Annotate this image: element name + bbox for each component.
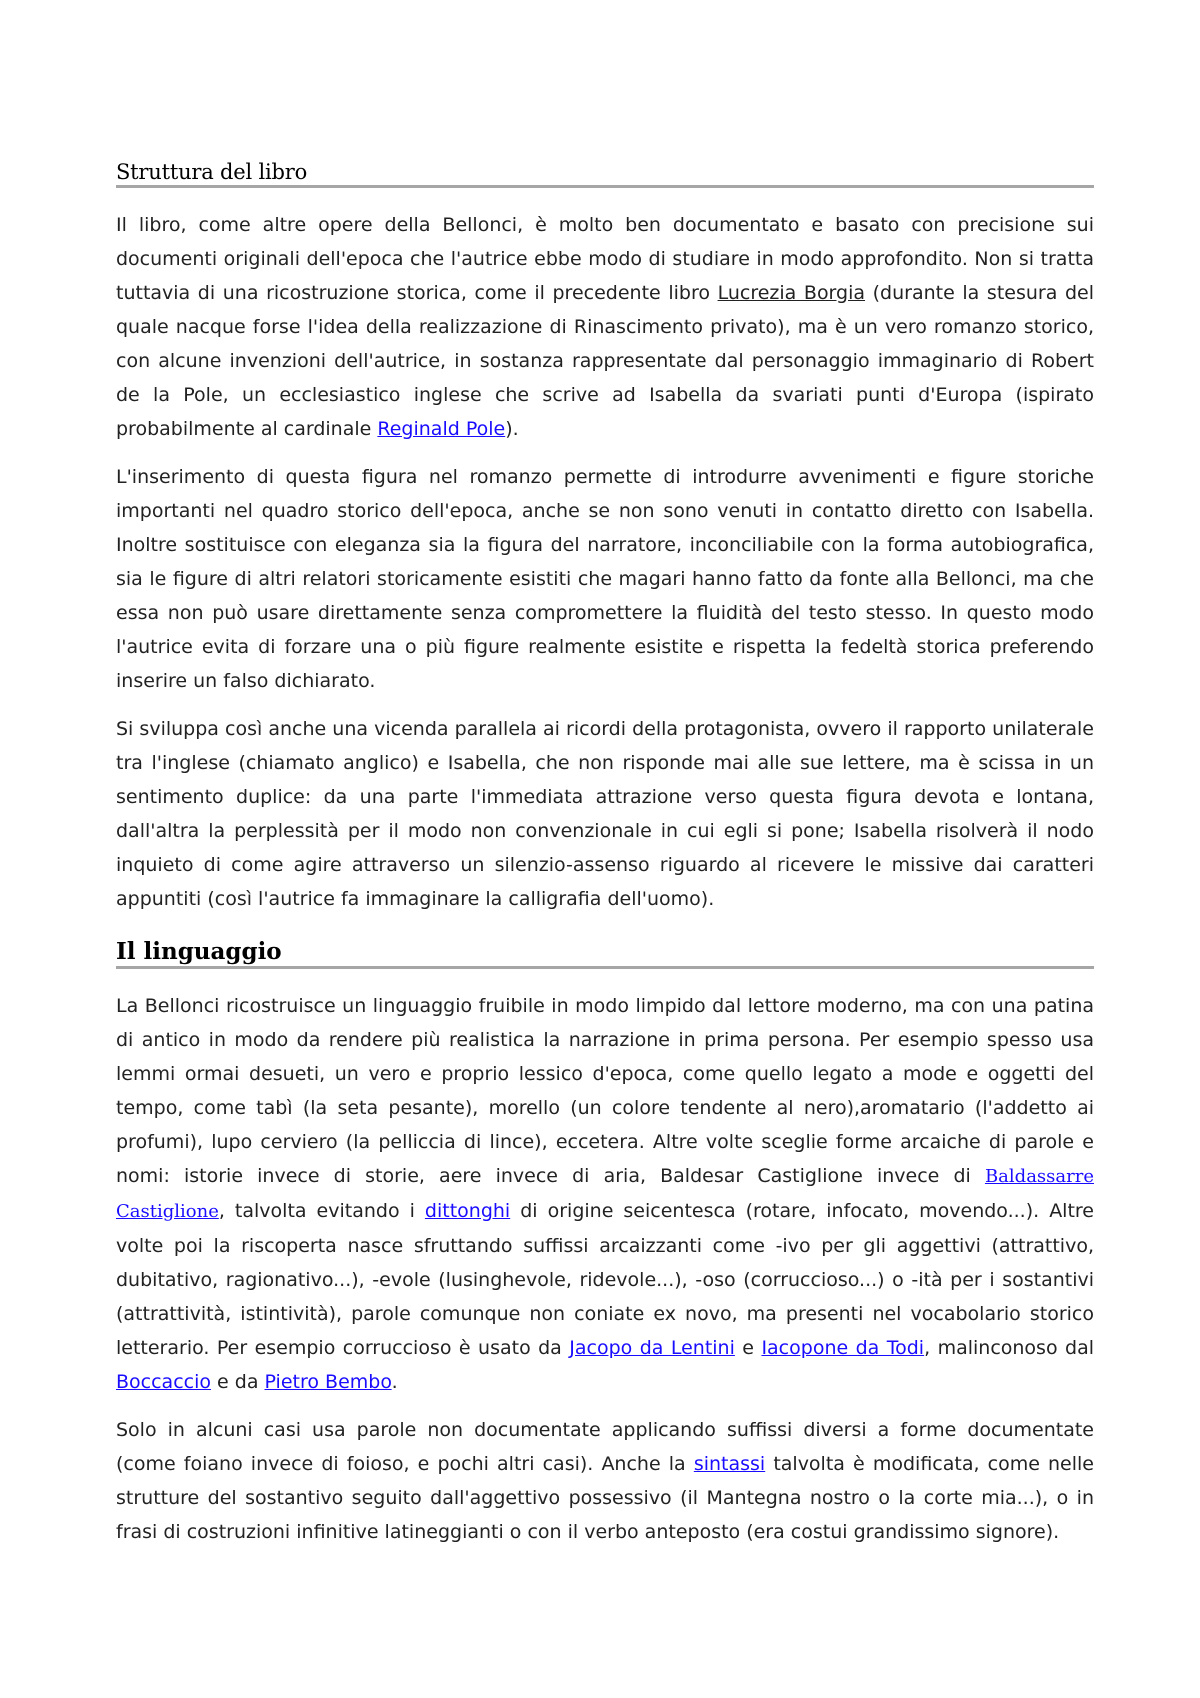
link-sintassi[interactable]: sintassi [693, 1453, 766, 1475]
paragraph-linguaggio-2 [116, 1413, 1094, 1549]
link-boccaccio[interactable]: Boccaccio [116, 1371, 211, 1393]
link-iacopone-da-todi[interactable]: Iacopone da Todi [761, 1337, 925, 1359]
link-dittonghi[interactable]: dittonghi [424, 1200, 511, 1222]
link-reginald-pole[interactable]: Reginald Pole [377, 418, 506, 440]
paragraph-struttura-1 [116, 208, 1094, 446]
text-run: ). [505, 418, 519, 440]
paragraph-struttura-3: Si sviluppa così anche una vicenda parallela ai ricordi della protagonista, ovvero il rapporto unilaterale tra l'inglese (chiamato anglico) e Isabella, che non risponde mai alle sue lettere, ma è scissa in un sentimento duplice: da una parte l'immediata attrazione verso questa figura devota e lontana, dall'altra la perplessità per il modo non convenzionale in cui egli si pone; Isabella risolverà il nodo inquieto di come agire attraverso un silenzio-assenso riguardo al ricevere le missive dai caratteri appuntiti (così l'autrice fa immaginare la calligrafia dell'uomo). [116, 718, 1094, 910]
text-run: talvolta è modificata, come nelle strutture del sostantivo seguito dall'aggettivo possessivo (il Mantegna nostro o la corte mia...), o in frasi di costruzioni infinitive latineggianti o con il verbo anteposto (era costui grandissimo signore). [116, 1453, 1094, 1543]
text-run: , talvolta evitando i [218, 1200, 425, 1222]
link-lucrezia-borgia[interactable]: Lucrezia Borgia [717, 282, 866, 304]
link-jacopo-da-lentini[interactable]: Jacopo da Lentini [569, 1337, 735, 1359]
paragraph-linguaggio-1 [116, 989, 1094, 1399]
section-heading-struttura: Struttura del libro [116, 160, 1094, 188]
text-run: Il libro, come altre opere della Bellonci, è molto ben documentato e basato con precisione sui documenti originali dell'epoca che l'autrice ebbe modo di studiare in modo approfondito. Non si tratta tuttavia di una ricostruzione storica, come il precedente libro [116, 214, 1094, 304]
text-run: La Bellonci ricostruisce un linguaggio fruibile in modo limpido dal lettore moderno, ma con una patina di antico in modo da rendere più realistica la narrazione in prima persona. Per esempio spesso usa lemmi ormai desueti, un vero e proprio lessico d'epoca, come quello legato a mode e oggetti del tempo, come tabì (la seta pesante), morello (un colore tendente al nero),aromatario (l'addetto ai profumi), lupo cerviero (la pelliccia di lince), eccetera. Altre volte sceglie forme arcaiche di parole e nomi: istorie invece di storie, aere invece di aria, Baldesar Castiglione invece di [116, 995, 1094, 1187]
text-run: e da [211, 1371, 265, 1393]
text-run: e [734, 1337, 762, 1359]
link-baldassarre-castiglione[interactable]: Baldassarre Castiglione [116, 1166, 1094, 1222]
text-run: Solo in alcuni casi usa parole non documentate applicando suffissi diversi a forme documentate (come foiano invece di foioso, e pochi altri casi). Anche la [116, 1419, 1094, 1475]
text-run: (durante la stesura del quale nacque forse l'idea della realizzazione di Rinascimento privato), ma è un vero romanzo storico, con alcune invenzioni dell'autrice, in sostanza rappresentate dal personaggio immaginario di Robert de la Pole, un ecclesiastico inglese che scrive ad Isabella da svariati punti d'Europa (ispirato probabilmente al cardinale [116, 282, 1094, 440]
paragraph-struttura-2: L'inserimento di questa figura nel romanzo permette di introdurre avvenimenti e figure storiche importanti nel quadro storico dell'epoca, anche se non sono venuti in contatto diretto con Isabella. Inoltre sostituisce con eleganza sia la figura del narratore, inconciliabile con la forma autobiografica, sia le figure di altri relatori storicamente esistiti che magari hanno fatto da fonte alla Bellonci, ma che essa non può usare direttamente senza compromettere la fluidità del testo stesso. In questo modo l'autrice evita di forzare una o più figure realmente esistite e rispetta la fedeltà storica preferendo inserire un falso dichiarato. [116, 466, 1094, 692]
text-run: . [391, 1371, 398, 1393]
document-page [116, 160, 1094, 1563]
link-pietro-bembo[interactable]: Pietro Bembo [264, 1371, 392, 1393]
text-run: , malinconoso dal [924, 1337, 1094, 1359]
section-heading-linguaggio: Il linguaggio [116, 938, 1094, 969]
text-run: di origine seicentesca (rotare, infocato, movendo...). Altre volte poi la riscoperta nasce sfruttando suffissi arcaizzanti come -ivo per gli aggettivi (attrattivo, dubitativo, ragionativo...), -evole (lusinghevole, ridevole...), -oso (corruccioso...) o -ità per i sostantivi (attrattività, istintività), parole comunque non coniate ex novo, ma presenti nel vocabolario storico letterario. Per esempio corruccioso è usato da [116, 1200, 1094, 1359]
